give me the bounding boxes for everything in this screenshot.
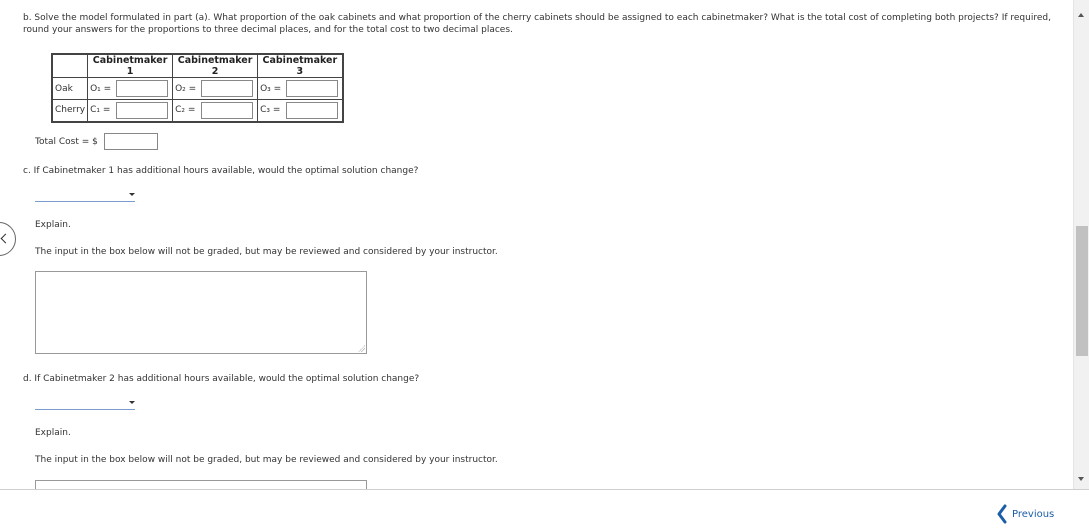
proportion-table: [51, 53, 344, 123]
question-d-explain-label: Explain.: [35, 428, 71, 438]
question-d-explain-textarea[interactable]: [35, 480, 367, 489]
c2-input[interactable]: [201, 102, 253, 119]
o1-input[interactable]: [116, 80, 168, 97]
collapse-sidebar-button[interactable]: [0, 222, 16, 256]
total-cost-input[interactable]: [104, 133, 158, 150]
c3-input[interactable]: [286, 102, 338, 119]
question-b-text: b. Solve the model formulated in part (a). What proportion of the oak cabinets and what proportion of the cherry cabinets should be assigned to each cabinetmaker? What is the total cost of completing both projects? If required, round your answers for the proportions to three decimal places, and for the total cost to two decimal places.: [23, 13, 1051, 35]
o3-input[interactable]: [286, 80, 338, 97]
total-cost-label: Total Cost = $: [35, 136, 98, 147]
header-cabinetmaker-2: Cabinetmaker 2: [173, 54, 258, 78]
dropdown-caret-icon: [129, 193, 135, 196]
c1-input[interactable]: [116, 102, 168, 119]
dropdown-caret-icon: [129, 401, 135, 404]
var-c3-label: C₃ =: [260, 105, 281, 116]
resize-grip-icon[interactable]: [358, 345, 365, 352]
bottom-nav-bar: [0, 489, 1089, 532]
total-cost-row: [35, 133, 158, 150]
var-o2-label: O₂ =: [175, 83, 197, 94]
table-row-cherry: [52, 100, 343, 122]
chevron-left-icon: [996, 503, 1008, 525]
question-c-dropdown[interactable]: [35, 190, 135, 202]
question-d-note: The input in the box below will not be graded, but may be reviewed and considered by your instructor.: [35, 455, 498, 465]
header-cabinetmaker-1: Cabinetmaker 1: [88, 54, 173, 78]
scroll-up-icon[interactable]: [1078, 13, 1084, 17]
row-label-oak: Oak: [52, 78, 88, 100]
previous-button[interactable]: [996, 503, 1054, 525]
question-d-text: d. If Cabinetmaker 2 has additional hours available, would the optimal solution change?: [23, 374, 420, 384]
var-o1-label: O₁ =: [90, 83, 112, 94]
scrollbar-thumb[interactable]: [1076, 226, 1088, 356]
vertical-scrollbar[interactable]: [1073, 0, 1089, 489]
var-o3-label: O₃ =: [260, 83, 282, 94]
o2-input[interactable]: [201, 80, 253, 97]
table-row-oak: [52, 78, 343, 100]
scroll-down-icon[interactable]: [1078, 477, 1084, 481]
header-cabinetmaker-3: Cabinetmaker 3: [258, 54, 343, 78]
question-c-note: The input in the box below will not be graded, but may be reviewed and considered by your instructor.: [35, 247, 498, 257]
previous-label: Previous: [1012, 508, 1055, 520]
question-c-text: c. If Cabinetmaker 1 has additional hours available, would the optimal solution change?: [23, 166, 419, 176]
question-c-explain-textarea[interactable]: [35, 271, 367, 354]
chevron-left-icon: [1, 234, 11, 244]
row-label-cherry: Cherry: [52, 100, 88, 122]
table-corner: [52, 54, 88, 78]
var-c2-label: C₂ =: [175, 105, 196, 116]
var-c1-label: C₁ =: [90, 105, 111, 116]
question-d-dropdown[interactable]: [35, 398, 135, 410]
question-c-explain-label: Explain.: [35, 220, 71, 230]
